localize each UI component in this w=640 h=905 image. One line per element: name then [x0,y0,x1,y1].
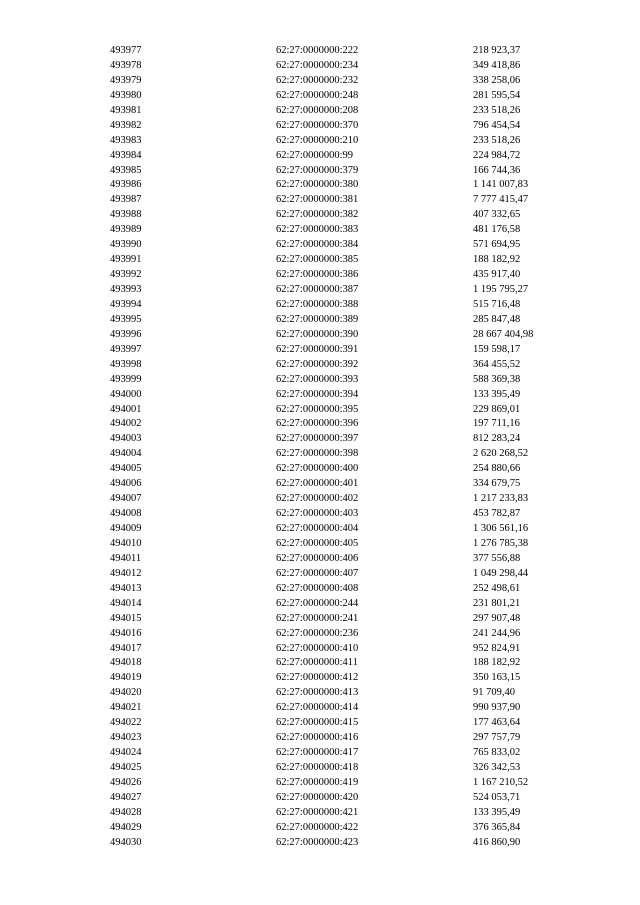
cadastral-number-cell: 62:27:0000000:384 [276,239,359,251]
cadastral-number-cell: 62:27:0000000:412 [276,672,359,684]
cadastral-value-cell: 133 395,49 [473,806,521,818]
row-number-cell: 493987 [110,194,142,206]
table-row [0,343,640,358]
row-number-cell: 494010 [110,537,142,549]
cadastral-number-cell: 62:27:0000000:381 [276,194,359,206]
cadastral-number-cell: 62:27:0000000:422 [276,821,359,833]
cadastral-value-cell: 2 620 268,52 [473,448,529,460]
table-row [0,74,640,89]
row-number-cell: 494000 [110,388,142,400]
row-number-cell: 493983 [110,134,142,146]
table-row [0,731,640,746]
row-number-cell: 494026 [110,776,142,788]
cadastral-value-cell: 571 694,95 [473,239,521,251]
cadastral-number-cell: 62:27:0000000:387 [276,284,359,295]
cadastral-value-cell: 133 395,49 [473,388,521,400]
table-row [0,477,640,492]
table-row [0,552,640,567]
cadastral-value-cell: 254 880,66 [473,463,521,475]
row-number-cell: 494025 [110,762,142,773]
row-number-cell: 493989 [110,224,142,236]
table-row [0,119,640,134]
cadastral-value-cell: 364 455,52 [473,358,521,370]
row-number-cell: 494001 [110,403,142,415]
table-row [0,313,640,328]
cadastral-value-cell: 377 556,88 [473,552,521,564]
table-row [0,193,640,208]
cadastral-value-cell: 588 369,38 [473,373,521,385]
cadastral-value-cell: 1 306 561,16 [473,523,529,534]
cadastral-value-cell: 241 244,96 [473,627,521,639]
cadastral-number-cell: 62:27:0000000:389 [276,313,359,325]
row-number-cell: 494018 [110,657,142,669]
cadastral-number-cell: 62:27:0000000:395 [276,403,359,415]
cadastral-value-cell: 197 711,16 [473,418,520,430]
row-number-cell: 494029 [110,821,142,833]
table-row [0,223,640,238]
cadastral-value-cell: 1 217 233,83 [473,493,529,505]
row-number-cell: 493978 [110,59,142,71]
table-row [0,373,640,388]
row-number-cell: 493986 [110,179,142,191]
table-row [0,238,640,253]
cadastral-value-cell: 229 869,01 [473,403,521,415]
cadastral-value-cell: 252 498,61 [473,582,521,594]
table-row [0,821,640,836]
cadastral-value-cell: 952 824,91 [473,642,521,654]
table-row [0,178,640,193]
cadastral-value-cell: 453 782,87 [473,508,521,520]
table-row [0,522,640,537]
row-number-cell: 493988 [110,209,142,221]
row-number-cell: 493979 [110,74,142,86]
cadastral-number-cell: 62:27:0000000:234 [276,59,359,71]
cadastral-number-cell: 62:27:0000000:397 [276,433,359,445]
table-row [0,298,640,313]
row-number-cell: 494019 [110,672,142,684]
table-row [0,746,640,761]
table-row [0,701,640,716]
cadastral-number-cell: 62:27:0000000:392 [276,358,359,370]
cadastral-value-cell: 224 984,72 [473,149,521,161]
row-number-cell: 493996 [110,328,142,340]
cadastral-number-cell: 62:27:0000000:208 [276,104,359,116]
table-row [0,836,640,851]
cadastral-value-cell: 188 182,92 [473,254,521,266]
cadastral-number-cell: 62:27:0000000:415 [276,717,359,729]
cadastral-number-cell: 62:27:0000000:241 [276,612,359,624]
cadastral-number-cell: 62:27:0000000:382 [276,209,359,221]
cadastral-value-cell: 481 176,58 [473,224,521,236]
cadastral-value-cell: 1 276 785,38 [473,537,529,549]
row-number-cell: 494012 [110,567,142,579]
table-row [0,507,640,522]
cadastral-number-cell: 62:27:0000000:390 [276,328,359,340]
table-row [0,149,640,164]
table-row [0,432,640,447]
table-row [0,656,640,671]
cadastral-value-cell: 990 937,90 [473,702,521,714]
table-row [0,462,640,477]
cadastral-number-cell: 62:27:0000000:411 [276,657,358,669]
cadastral-number-cell: 62:27:0000000:210 [276,134,359,146]
table-row [0,447,640,462]
cadastral-number-cell: 62:27:0000000:423 [276,836,359,848]
cadastral-value-cell: 285 847,48 [473,313,521,325]
cadastral-value-cell: 524 053,71 [473,791,521,803]
cadastral-number-cell: 62:27:0000000:400 [276,463,359,475]
row-number-cell: 494014 [110,597,142,609]
row-number-cell: 494005 [110,463,142,475]
cadastral-number-cell: 62:27:0000000:391 [276,343,359,355]
cadastral-number-cell: 62:27:0000000:413 [276,687,359,699]
table-row [0,537,640,552]
row-number-cell: 493998 [110,358,142,370]
cadastral-number-cell: 62:27:0000000:404 [276,523,359,534]
row-number-cell: 493982 [110,119,142,131]
row-number-cell: 493994 [110,298,142,310]
cadastral-number-cell: 62:27:0000000:380 [276,179,359,191]
row-number-cell: 494027 [110,791,142,803]
table-row [0,776,640,791]
cadastral-number-cell: 62:27:0000000:244 [276,597,359,609]
table-row [0,671,640,686]
cadastral-value-cell: 435 917,40 [473,269,521,281]
cadastral-value-cell: 416 860,90 [473,836,521,848]
table-row [0,761,640,776]
row-number-cell: 494017 [110,642,142,654]
row-number-cell: 494013 [110,582,142,594]
cadastral-value-cell: 28 667 404,98 [473,328,534,340]
cadastral-number-cell: 62:27:0000000:386 [276,269,359,281]
cadastral-value-cell: 796 454,54 [473,119,521,131]
row-number-cell: 494004 [110,448,142,460]
table-row [0,806,640,821]
row-number-cell: 493985 [110,164,142,176]
table-row [0,89,640,104]
row-number-cell: 493984 [110,149,142,161]
row-number-cell: 494008 [110,508,142,520]
cadastral-number-cell: 62:27:0000000:393 [276,373,359,385]
cadastral-value-cell: 1 141 007,83 [473,179,529,191]
row-number-cell: 494021 [110,702,142,714]
table-row [0,403,640,418]
table-row [0,791,640,806]
cadastral-number-cell: 62:27:0000000:99 [276,149,354,161]
cadastral-value-cell: 407 332,65 [473,209,521,221]
cadastral-number-cell: 62:27:0000000:398 [276,448,359,460]
table-row [0,104,640,119]
cadastral-value-cell: 350 163,15 [473,672,521,684]
cadastral-number-cell: 62:27:0000000:232 [276,74,359,86]
cadastral-value-cell: 765 833,02 [473,747,521,759]
cadastral-value-cell: 515 716,48 [473,298,521,310]
cadastral-value-cell: 233 518,26 [473,134,521,146]
table-row [0,492,640,507]
cadastral-number-cell: 62:27:0000000:405 [276,537,359,549]
table-row [0,358,640,373]
table-row [0,597,640,612]
cadastral-number-cell: 62:27:0000000:403 [276,508,359,520]
cadastral-number-cell: 62:27:0000000:416 [276,732,359,744]
table-row [0,582,640,597]
table-row [0,208,640,223]
cadastral-number-cell: 62:27:0000000:406 [276,552,359,564]
table-row [0,627,640,642]
cadastral-value-cell: 159 598,17 [473,343,521,355]
row-number-cell: 494003 [110,433,142,445]
cadastral-value-cell: 297 757,79 [473,732,521,744]
row-number-cell: 494006 [110,478,142,490]
table-row [0,716,640,731]
cadastral-value-cell: 349 418,86 [473,59,521,71]
cadastral-number-cell: 62:27:0000000:379 [276,164,359,176]
cadastral-value-cell: 1 049 298,44 [473,567,529,579]
row-number-cell: 494030 [110,836,142,848]
table-row [0,612,640,627]
cadastral-value-cell: 334 679,75 [473,478,521,490]
cadastral-number-cell: 62:27:0000000:383 [276,224,359,236]
row-number-cell: 493992 [110,269,142,281]
cadastral-value-table [0,44,640,851]
cadastral-value-cell: 297 907,48 [473,612,521,624]
cadastral-number-cell: 62:27:0000000:388 [276,298,359,310]
cadastral-value-cell: 812 283,24 [473,433,521,445]
cadastral-value-cell: 188 182,92 [473,657,521,669]
row-number-cell: 493990 [110,239,142,251]
cadastral-number-cell: 62:27:0000000:417 [276,747,359,759]
cadastral-number-cell: 62:27:0000000:410 [276,642,359,654]
cadastral-value-cell: 281 595,54 [473,89,521,101]
cadastral-value-cell: 91 709,40 [473,687,515,699]
cadastral-number-cell: 62:27:0000000:222 [276,45,359,56]
row-number-cell: 493977 [110,45,142,56]
row-number-cell: 494015 [110,612,142,624]
cadastral-value-cell: 166 744,36 [473,164,521,176]
row-number-cell: 494028 [110,806,142,818]
row-number-cell: 494022 [110,717,142,729]
row-number-cell: 493993 [110,284,142,295]
table-row [0,328,640,343]
row-number-cell: 494020 [110,687,142,699]
cadastral-number-cell: 62:27:0000000:418 [276,762,359,773]
row-number-cell: 493980 [110,89,142,101]
table-row [0,642,640,657]
table-row [0,268,640,283]
cadastral-number-cell: 62:27:0000000:385 [276,254,359,266]
cadastral-value-cell: 7 777 415,47 [473,194,529,206]
cadastral-value-cell: 326 342,53 [473,762,521,773]
cadastral-number-cell: 62:27:0000000:407 [276,567,359,579]
cadastral-number-cell: 62:27:0000000:401 [276,478,359,490]
cadastral-number-cell: 62:27:0000000:419 [276,776,359,788]
cadastral-value-cell: 177 463,64 [473,717,521,729]
table-row [0,44,640,59]
row-number-cell: 494007 [110,493,142,505]
cadastral-number-cell: 62:27:0000000:402 [276,493,359,505]
row-number-cell: 493991 [110,254,142,266]
row-number-cell: 493995 [110,313,142,325]
table-row [0,164,640,179]
row-number-cell: 493997 [110,343,142,355]
table-row [0,388,640,403]
table-row [0,253,640,268]
cadastral-number-cell: 62:27:0000000:396 [276,418,359,430]
row-number-cell: 493999 [110,373,142,385]
table-row [0,59,640,74]
table-row [0,567,640,582]
cadastral-value-cell: 1 167 210,52 [473,776,529,788]
cadastral-number-cell: 62:27:0000000:420 [276,791,359,803]
cadastral-value-cell: 233 518,26 [473,104,521,116]
row-number-cell: 494016 [110,627,142,639]
cadastral-number-cell: 62:27:0000000:421 [276,806,359,818]
row-number-cell: 493981 [110,104,142,116]
cadastral-number-cell: 62:27:0000000:370 [276,119,359,131]
row-number-cell: 494023 [110,732,142,744]
cadastral-value-cell: 338 258,06 [473,74,521,86]
cadastral-number-cell: 62:27:0000000:414 [276,702,359,714]
table-row [0,686,640,701]
cadastral-number-cell: 62:27:0000000:236 [276,627,359,639]
row-number-cell: 494002 [110,418,142,430]
cadastral-value-cell: 231 801,21 [473,597,521,609]
cadastral-number-cell: 62:27:0000000:408 [276,582,359,594]
cadastral-number-cell: 62:27:0000000:394 [276,388,359,400]
row-number-cell: 494009 [110,523,142,534]
table-row [0,417,640,432]
cadastral-value-cell: 218 923,37 [473,45,521,56]
table-row [0,283,640,298]
cadastral-number-cell: 62:27:0000000:248 [276,89,359,101]
cadastral-value-cell: 1 195 795,27 [473,284,529,295]
row-number-cell: 494011 [110,552,142,564]
row-number-cell: 494024 [110,747,142,759]
table-row [0,134,640,149]
cadastral-value-cell: 376 365,84 [473,821,521,833]
